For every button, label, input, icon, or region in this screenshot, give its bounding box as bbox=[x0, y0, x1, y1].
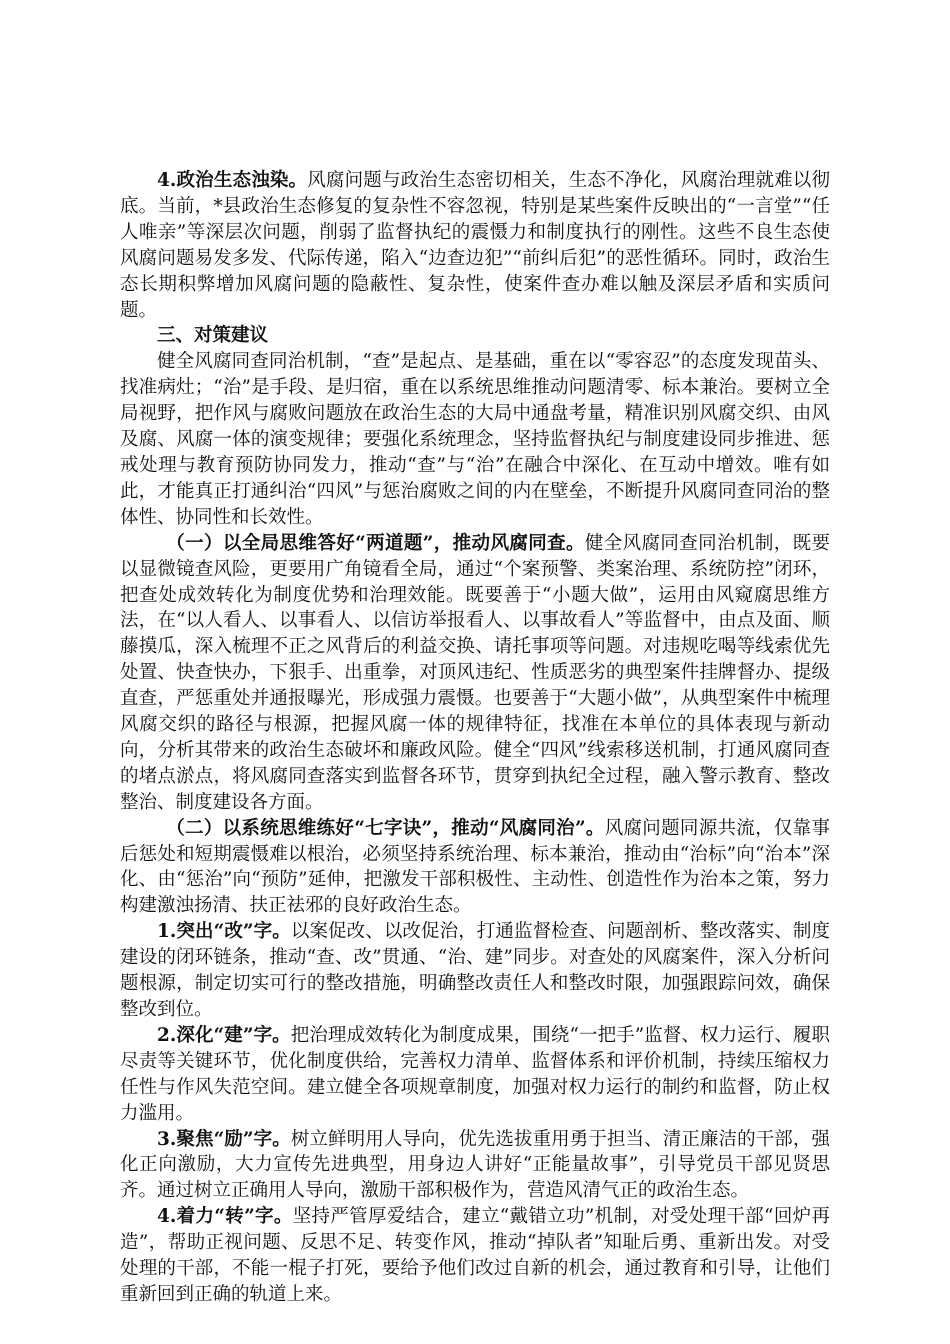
paragraph-text: 坚持严管厚爱结合，建立“戴错立功”机制，对受处理干部“回炉再造”，帮助正视问题、反思不足、转变作风，推动“掉队者”知耻后勇、重新出发。对受处理的干部，不能一棍子打死，要给予他们改过自新的机会，通过教育和引导，让他们重新回到正确的轨道上来。 bbox=[120, 1206, 830, 1305]
paragraph-lead: 4.着力“转”字。 bbox=[157, 1206, 293, 1228]
paragraph-build bbox=[120, 1023, 830, 1127]
paragraph-lead: 1.突出“改”字。 bbox=[157, 921, 291, 943]
paragraph-lead: 4.政治生态浊染。 bbox=[157, 170, 308, 191]
paragraph-lead: 3.聚焦“励”字。 bbox=[157, 1128, 291, 1150]
paragraph-text: 健全风腐同查同治机制，既要以显微镜查风险，更要用广角镜看全局，通过“个案预警、类案治理、系统防控”闭环，把查处成效转化为制度优势和治理效能。既要善于“小题大做”，运用由风窥腐思维方法，在“以人看人、以事看人、以信访举报看人、以事故看人”等监督中，由点及面、顺藤摸瓜，深入梳理不正之风背后的利益交换、请托事项等问题。对违规吃喝等线索优先处置、快查快办，下狠手、出重拳，对顶风违纪、性质恶劣的典型案件挂牌督办、提级直查，严惩重处并通报曝光，形成强力震慑。也要善于“大题小做”，从典型案件中梳理风腐交织的路径与根源，把握风腐一体的规律特征，找准在本单位的具体表现与新动向，分析其带来的政治生态破坏和廉政风险。健全“四风”线索移送机制，打通风腐同查的堵点淤点，将风腐同查落实到监督各环节，贯穿到执纪全过程，融入警示教育、整改整治、制度建设各方面。 bbox=[120, 532, 830, 813]
paragraph-reform bbox=[120, 919, 830, 1023]
paragraph-text: 以案促改、以改促治，打通监督检查、问题剖析、整改落实、制度建设的闭环链条，推动“查、改”贯通、“治、建”同步。对查处的风腐案件，深入分析问题根源，制定切实可行的整改措施，明确整改责任人和整改时限，加强跟踪问效，确保整改到位。 bbox=[120, 921, 830, 1020]
paragraph-lead: 2.深化“建”字。 bbox=[157, 1024, 291, 1046]
paragraph-text: 风腐问题与政治生态密切相关，生态不净化，风腐治理就难以彻底。当前，*县政治生态修复的复杂性不容忽视，特别是某些案件反映出的“一言堂”“任人唯亲”等深层次问题，削弱了监督执纪的震慑力和制度执行的刚性。这些不良生态使风腐问题易发多发、代际传递，陷入“边查边犯”“前纠后犯”的恶性循环。同时，政治生态长期积弊增加风腐问题的隐蔽性、复杂性，使案件查办难以触及深层矛盾和实质问题。 bbox=[120, 170, 830, 321]
document-body bbox=[120, 168, 830, 1308]
paragraph-text: 风腐问题同源共流，仅靠事后惩处和短期震慑难以根治，必须坚持系统治理、标本兼治，推动由“治标”向“治本”深化、由“惩治”向“预防”延伸，把激发干部积极性、主动性、创造性作为治本之策，努力构建激浊扬清、扶正祛邪的良好政治生态。 bbox=[120, 817, 830, 917]
paragraph-political-ecology bbox=[120, 168, 830, 323]
paragraph-lead: （二）以系统思维练好“七字诀”，推动“风腐同治”。 bbox=[166, 817, 605, 839]
paragraph-text: 树立鲜明用人导向，优先选拔重用勇于担当、清正廉洁的干部，强化正向激励，大力宣传先进典型，用身边人讲好“正能量故事”，引导党员干部见贤思齐。通过树立正确用人导向，激励干部积极作为，营造风清气正的政治生态。 bbox=[120, 1128, 830, 1202]
section-heading-countermeasures: 三、对策建议 bbox=[157, 325, 269, 347]
paragraph-text: 健全风腐同查同治机制，“查”是起点、是基础，重在以“零容忍”的态度发现苗头、找准病灶；“治”是手段、是归宿，重在以系统思维推动问题清零、标本兼治。要树立全局视野，把作风与腐败问题放在政治生态的大局中通盘考量，精准识别风腐交织、由风及腐、风腐一体的演变规律；要强化系统理念，坚持监督执纪与制度建设同步推进、惩戒处理与教育预防协同发力，推动“查”与“治”在融合中深化、在互动中增效。唯有如此，才能真正打通纠治“四风”与惩治腐败之间的内在壁垒，不断提升风腐同查同治的整体性、协同性和长效性。 bbox=[120, 351, 830, 528]
paragraph-system-thinking bbox=[120, 816, 830, 920]
paragraph-mechanism-intro bbox=[120, 349, 830, 530]
paragraph-lead: （一）以全局思维答好“两道题”，推动风腐同查。 bbox=[166, 532, 585, 554]
paragraph-text: 把治理成效转化为制度成果，围绕“一把手”监督、权力运行、履职尽责等关键环节，优化制度供给，完善权力清单、监督体系和评价机制，持续压缩权力任性与作风失范空间。建立健全各项规章制度，加强对权力运行的制约和监督，防止权力滥用。 bbox=[120, 1024, 830, 1124]
paragraph-transform bbox=[120, 1204, 830, 1308]
paragraph-global-thinking bbox=[120, 531, 830, 816]
paragraph-encourage bbox=[120, 1127, 830, 1205]
